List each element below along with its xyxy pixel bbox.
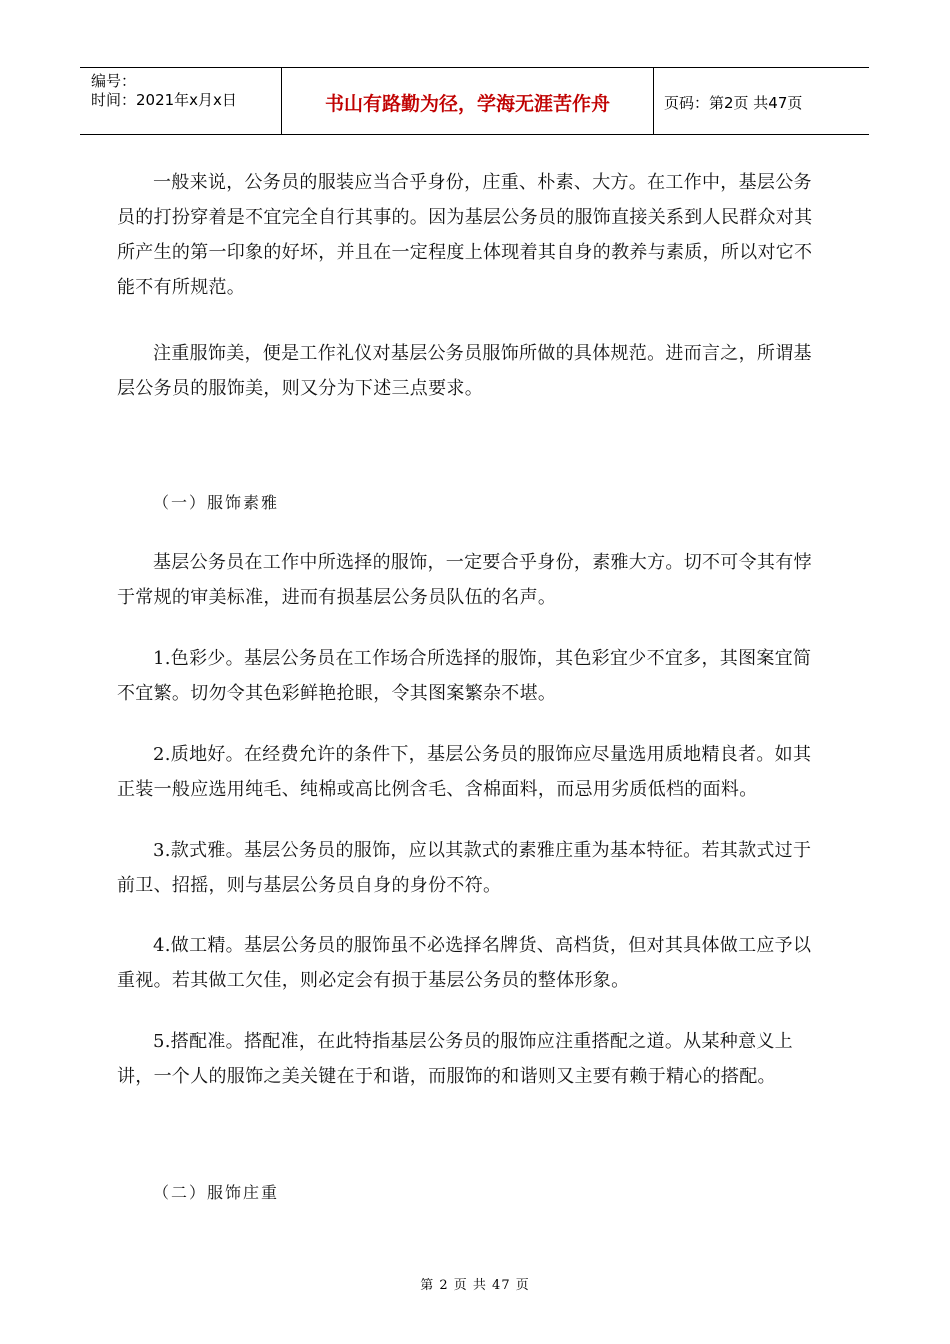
body-paragraph: 基层公务员在工作中所选择的服饰，一定要合乎身份，素雅大方。切不可令其有悖于常规的审美标准，进而有损基层公务员队伍的名声。 <box>117 552 812 608</box>
body-paragraph: 3.款式雅。基层公务员的服饰，应以其款式的素雅庄重为基本特征。若其款式过于前卫、招摇，则与基层公务员自身的身份不符。 <box>117 840 812 896</box>
body-paragraph: 一般来说，公务员的服装应当合乎身份，庄重、朴素、大方。在工作中，基层公务员的打扮穿着是不宜完全自行其事的。因为基层公务员的服饰直接关系到人民群众对其所产生的第一印象的好坏，并且在一定程度上体现着其自身的教养与素质，所以对它不能不有所规范。 <box>117 172 813 298</box>
page-header <box>80 67 869 135</box>
header-page-cell <box>654 68 869 134</box>
body-paragraph: 4.做工精。基层公务员的服饰虽不必选择名牌货、高档货，但对其具体做工应予以重视。若其做工欠佳，则必定会有损于基层公务员的整体形象。 <box>117 935 812 991</box>
header-motto-cell <box>282 68 654 134</box>
section-heading: （一）服饰素雅 <box>153 493 280 512</box>
body-paragraph: 5.搭配准。搭配准，在此特指基层公务员的服饰应注重搭配之道。从某种意义上讲，一个人的服饰之美关键在于和谐，而服饰的和谐则又主要有赖于精心的搭配。 <box>117 1031 793 1087</box>
header-motto: 书山有路勤为径，学海无涯苦作舟 <box>324 93 610 115</box>
header-page-number: 页码：第2页 共47页 <box>664 94 803 112</box>
document-time-label: 时间：2021年x月x日 <box>91 91 237 109</box>
header-info-cell <box>80 68 282 134</box>
body-paragraph: 注重服饰美，便是工作礼仪对基层公务员服饰所做的具体规范。进而言之，所谓基层公务员的服饰美，则又分为下述三点要求。 <box>117 343 812 399</box>
body-paragraph: 1.色彩少。基层公务员在工作场合所选择的服饰，其色彩宜少不宜多，其图案宜简不宜繁。切勿令其色彩鲜艳抢眼，令其图案繁杂不堪。 <box>117 648 812 704</box>
document-number-label: 编号： <box>91 72 137 90</box>
body-paragraph: 2.质地好。在经费允许的条件下，基层公务员的服饰应尽量选用质地精良者。如其正装一般应选用纯毛、纯棉或高比例含毛、含棉面料，而忌用劣质低档的面料。 <box>117 744 812 800</box>
page-footer-number: 第 2 页 共 47 页 <box>420 1278 530 1293</box>
section-heading: （二）服饰庄重 <box>153 1183 280 1202</box>
